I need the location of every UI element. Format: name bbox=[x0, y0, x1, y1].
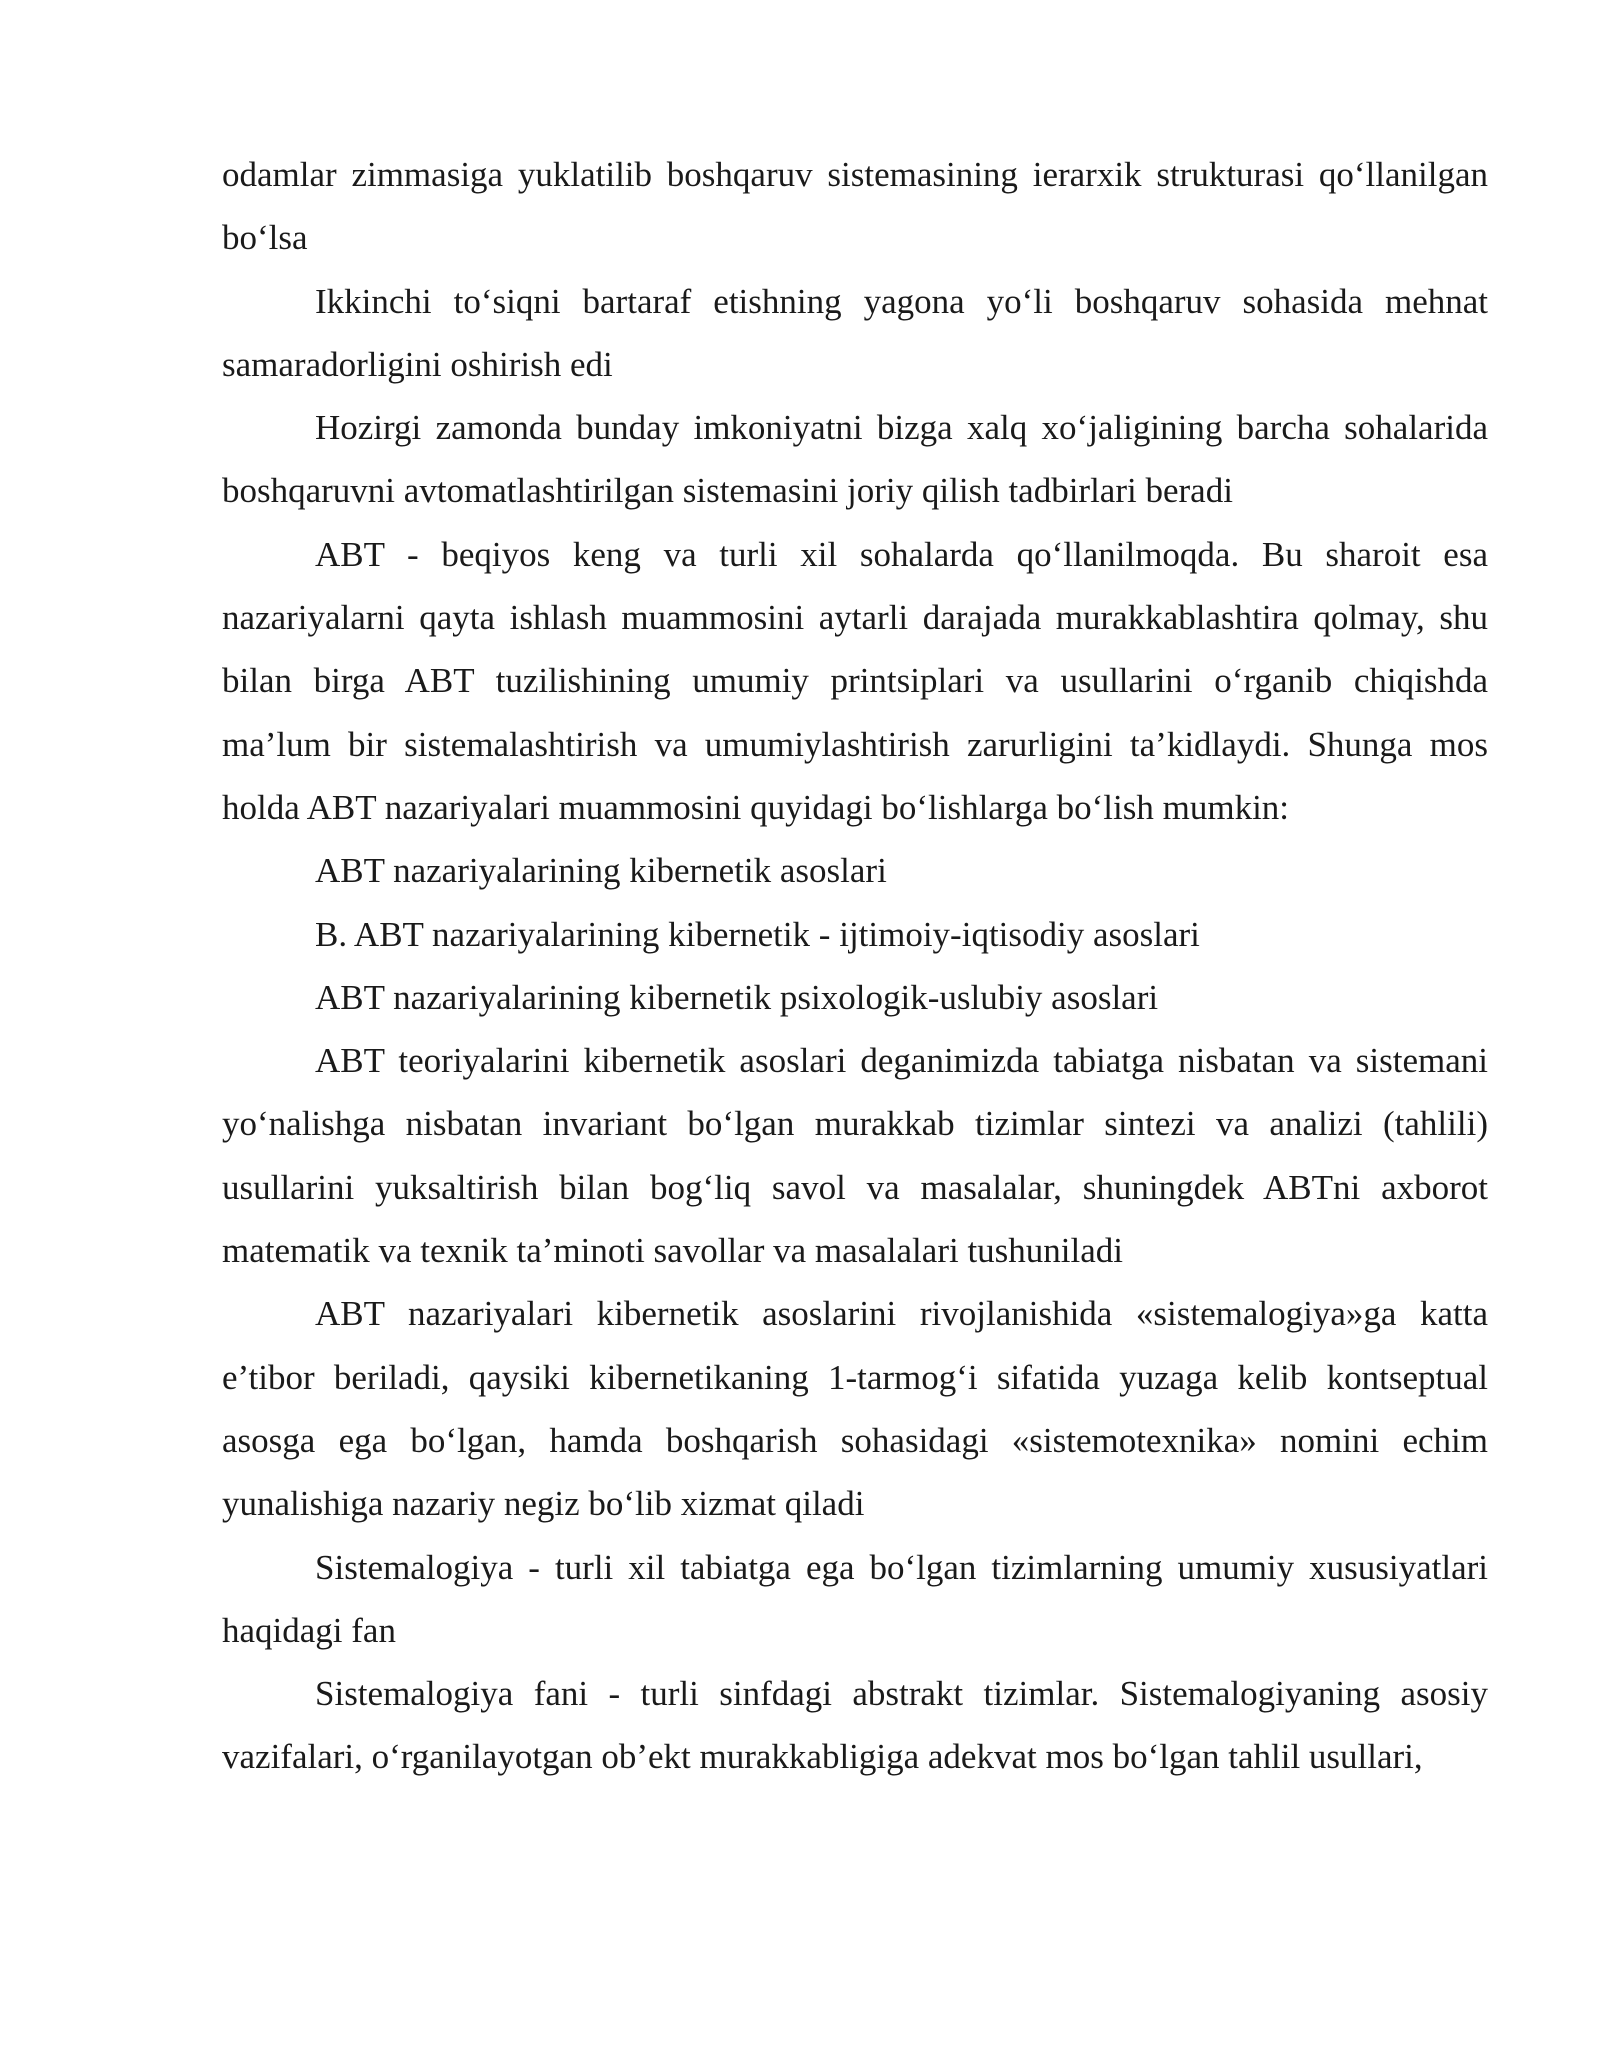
list-item-a: ABT nazariyalarining kibernetik asoslari bbox=[315, 851, 887, 891]
paragraph-continuation: odamlar zimmasiga yuklatilib boshqaruv sistemasining ierarxik strukturasi qo‘llanilgan bo‘lsa bbox=[222, 155, 1488, 258]
paragraph: Ikkinchi to‘siqni bartaraf etishning yagona yo‘li boshqaruv sohasida mehnat samaradorligini oshirish edi bbox=[222, 281, 1488, 384]
list-item-c: ABT nazariyalarining kibernetik psixologik-uslubiy asoslari bbox=[315, 977, 1159, 1017]
list-item-b: B. ABT nazariyalarining kibernetik - ijtimoiy-iqtisodiy asoslari bbox=[315, 914, 1200, 954]
paragraph: ABT - beqiyos keng va turli xil sohalarda qo‘llanilmoqda. Bu sharoit esa nazariyalarni qayta ishlash muammosini aytarli darajada murakkablashtira qolmay, shu bilan birga ABT tuzilishining umumiy printsiplari va usullarini o‘rganib chiqishda ma’lum bir sistemalashtirish va umumiylashtirish zarurligini ta’kidlaydi. Shunga mos holda ABT nazariyalari muammosini quyidagi bo‘lishlarga bo‘lish mumkin: bbox=[222, 534, 1488, 827]
paragraph: Sistemalogiya fani - turli sinfdagi abstrakt tizimlar. Sistemalogiyaning asosiy vazifalari, o‘rganilayotgan ob’ekt murakkabligiga adekvat mos bo‘lgan tahlil usullari, bbox=[222, 1674, 1488, 1777]
paragraph: Hozirgi zamonda bunday imkoniyatni bizga xalq xo‘jaligining barcha sohalarida boshqaruvni avtomatlashtirilgan sistemasini joriy qilish tadbirlari beradi bbox=[222, 408, 1488, 511]
document-page bbox=[222, 143, 1488, 1789]
paragraph: Sistemalogiya - turli xil tabiatga ega bo‘lgan tizimlarning umumiy xususiyatlari haqidagi fan bbox=[222, 1547, 1488, 1650]
paragraph: ABT teoriyalarini kibernetik asoslari deganimizda tabiatga nisbatan va sistemani yo‘nalishga nisbatan invariant bo‘lgan murakkab tizimlar sintezi va analizi (tahlili) usullarini yuksaltirish bilan bog‘liq savol va masalalar, shuningdek ABTni axborot matematik va texnik ta’minoti savollar va masalalari tushuniladi bbox=[222, 1041, 1488, 1271]
paragraph: ABT nazariyalari kibernetik asoslarini rivojlanishida «sistemalogiya»ga katta e’tibor beriladi, qaysiki kibernetikaning 1-tarmog‘i sifatida yuzaga kelib kontseptual asosga ega bo‘lgan, hamda boshqarish sohasidagi «sistemotexnika» nomini echim yunalishiga nazariy negiz bo‘lib xizmat qiladi bbox=[222, 1294, 1488, 1524]
